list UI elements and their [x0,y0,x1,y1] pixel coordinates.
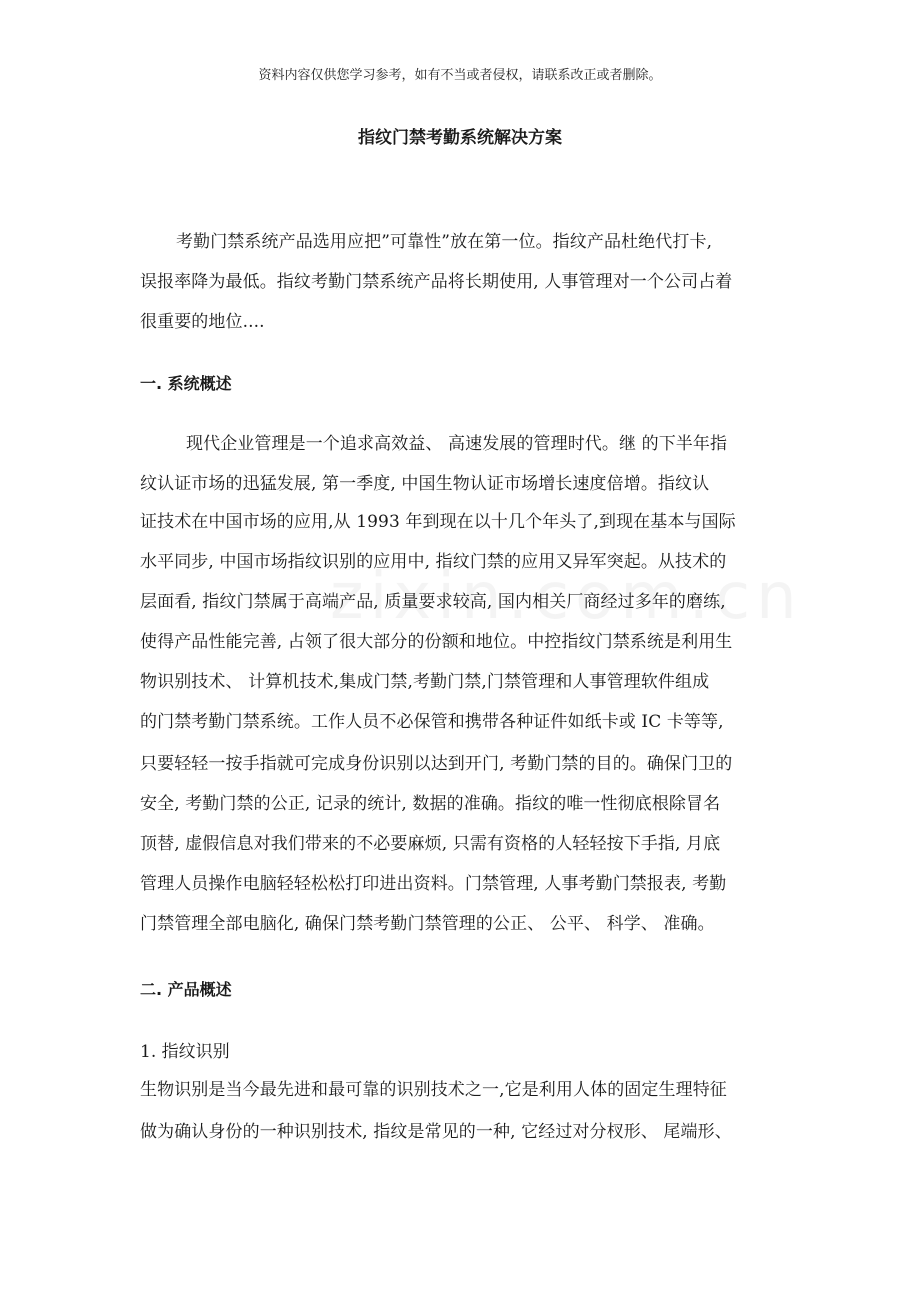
section1-line: 证技术在中国市场的应用,从 1993 年到现在以十几个年头了,到现在基本与国际 [140,512,736,532]
section1-line: 纹认证市场的迅猛发展, 第一季度, 中国生物认证市场增长速度倍增。指纹认 [140,474,710,494]
intro-line: 考勤门禁系统产品选用应把”可靠性”放在第一位。指纹产品杜绝代打卡, [176,232,713,252]
section1-line: 的门禁考勤门禁系统。工作人员不必保管和携带各种证件如纸卡或 IC 卡等等, [140,712,724,732]
section1-line: 水平同步, 中国市场指纹识别的应用中, 指纹门禁的应用又异军突起。从技术的 [140,552,727,572]
section-heading-product: 二. 产品概述 [140,980,232,999]
section1-line: 顶替, 虚假信息对我们带来的不必要麻烦, 只需有资格的人轻轻按下手指, 月底 [140,834,721,854]
header-disclaimer: 资料内容仅供您学习参考，如有不当或者侵权，请联系改正或者删除。 [258,68,662,83]
document-title: 指纹门禁考勤系统解决方案 [358,128,562,148]
intro-line: 很重要的地位.... [140,312,265,332]
subheading-fingerprint: 1. 指纹识别 [140,1042,230,1062]
section-heading-overview: 一. 系统概述 [140,374,232,393]
section1-line: 安全, 考勤门禁的公正, 记录的统计, 数据的准确。指纹的唯一性彻底根除冒名 [140,794,721,814]
section1-line: 现代企业管理是一个追求高效益、 高速发展的管理时代。继 的下半年指 [186,434,728,454]
section1-line: 管理人员操作电脑轻轻松松打印进出资料。门禁管理, 人事考勤门禁报表, 考勤 [140,874,727,894]
intro-line: 误报率降为最低。指纹考勤门禁系统产品将长期使用, 人事管理对一个公司占着 [140,272,733,292]
section2-line: 做为确认身份的一种识别技术, 指纹是常见的一种, 它经过对分杈形、 尾端形、 [140,1122,732,1142]
section1-line: 门禁管理全部电脑化, 确保门禁考勤门禁管理的公正、 公平、 科学、 准确。 [140,914,715,934]
section1-line: 层面看, 指纹门禁属于高端产品, 质量要求较高, 国内相关厂商经过多年的磨练, [140,592,726,612]
section1-line: 只要轻轻一按手指就可完成身份识别以达到开门, 考勤门禁的目的。确保门卫的 [140,754,733,774]
section2-line: 生物识别是当今最先进和最可靠的识别技术之一,它是利用人体的固定生理特征 [140,1080,727,1100]
section1-line: 使得产品性能完善, 占领了很大部分的份额和地位。中控指纹门禁系统是利用生 [140,632,733,652]
section1-line: 物识别技术、 计算机技术,集成门禁,考勤门禁,门禁管理和人事管理软件组成 [140,672,710,692]
